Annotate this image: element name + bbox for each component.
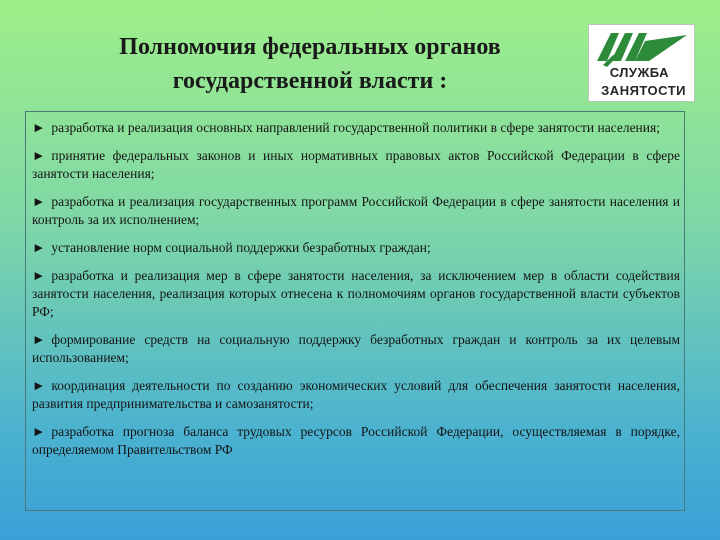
bullet-arrow-icon: ►	[32, 194, 46, 209]
list-item-text: разработка и реализация основных направлений государственной политики в сфере занятости населения;	[51, 120, 660, 135]
bullet-arrow-icon: ►	[32, 240, 46, 255]
logo-line-2: ЗАНЯТОСТИ	[601, 83, 686, 98]
list-item-text: установление норм социальной поддержки безработных граждан;	[51, 240, 431, 255]
list-item-text: разработка и реализация мер в сфере занятости населения, за исключением мер в области содействия занятости населения, реализация которых отнесена к полномочиям органов государственной власти субъектов РФ;	[32, 268, 680, 319]
bullet-arrow-icon: ►	[32, 378, 46, 393]
list-item	[32, 423, 680, 459]
list-item	[32, 119, 680, 137]
list-item-text: разработка прогноза баланса трудовых ресурсов Российской Федерации, осуществляемая в порядке, определяемом Правительством РФ	[32, 424, 680, 457]
bullet-arrow-icon: ►	[32, 268, 46, 283]
list-item	[32, 147, 680, 183]
list-item	[32, 193, 680, 229]
title-line-2: государственной власти :	[172, 68, 448, 94]
bullet-arrow-icon: ►	[32, 332, 46, 347]
list-item	[32, 267, 680, 321]
bullet-arrow-icon: ►	[32, 148, 46, 163]
logo-line-1: СЛУЖБА	[609, 65, 669, 80]
list-item-text: координация деятельности по созданию экономических условий для обеспечения занятости населения, развития предпринимательства и самозанятости;	[32, 378, 680, 411]
bullet-arrow-icon: ►	[32, 120, 46, 135]
powers-list	[25, 111, 685, 511]
bullet-arrow-icon: ►	[32, 424, 46, 439]
list-item	[32, 377, 680, 413]
employment-service-logo	[588, 24, 695, 102]
list-item-text: формирование средств на социальную поддержку безработных граждан и контроль за их целевым использованием;	[32, 332, 680, 365]
list-item	[32, 239, 680, 257]
slide-title	[60, 30, 560, 98]
list-item-text: разработка и реализация государственных программ Российской Федерации в сфере занятости населения и контроль за их исполнением;	[32, 194, 680, 227]
title-line-1: Полномочия федеральных органов	[119, 34, 501, 60]
list-item-text: принятие федеральных законов и иных нормативных правовых актов Российской Федерации в сфере занятости населения;	[32, 148, 680, 181]
list-item	[32, 331, 680, 367]
